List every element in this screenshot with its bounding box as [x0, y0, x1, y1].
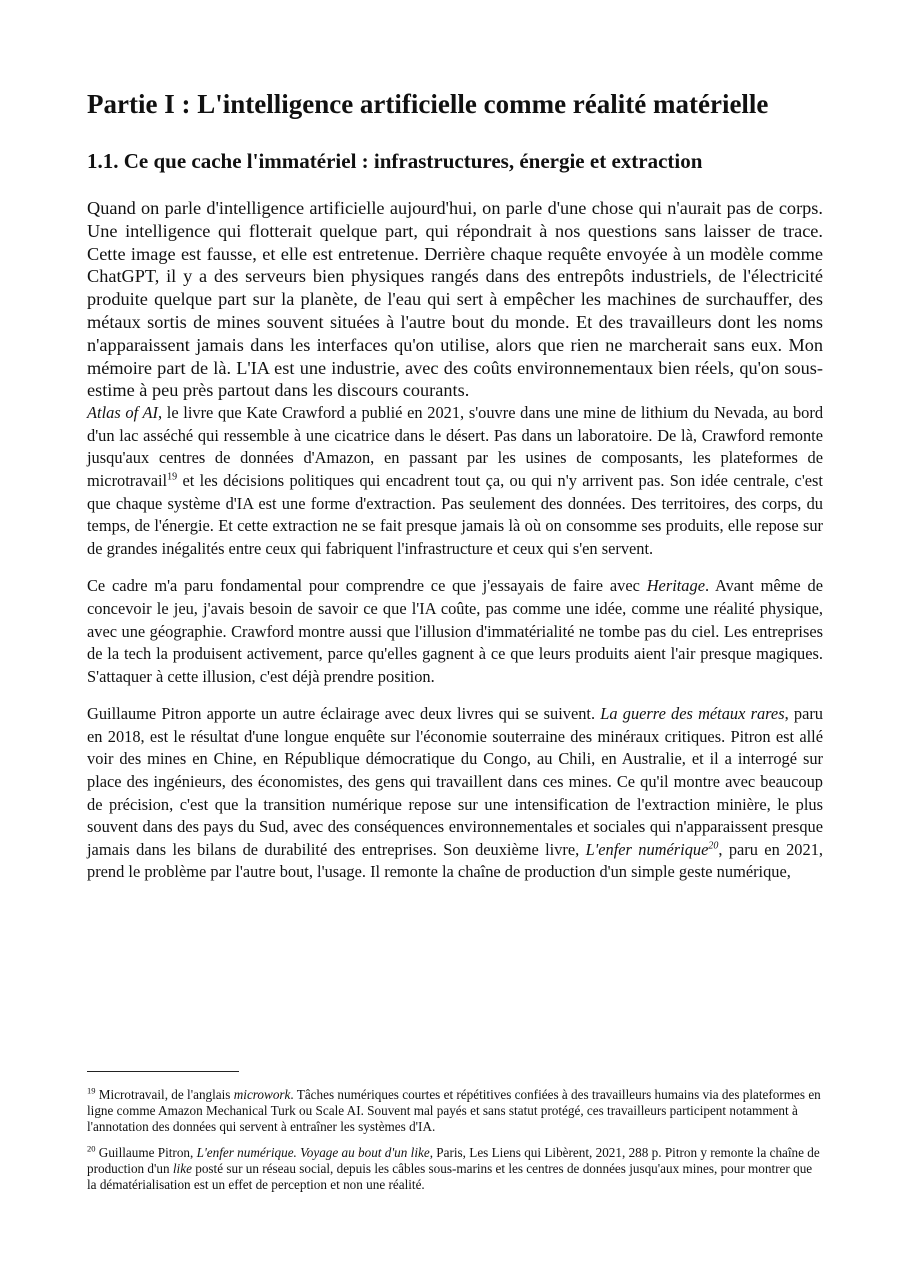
footnote-number: 20	[87, 1143, 96, 1154]
footnote-number: 19	[87, 1085, 96, 1096]
paragraph-intro: Quand on parle d'intelligence artificielle aujourd'hui, on parle d'une chose qui n'aurait pas de corps. Une intelligence qui flotterait quelque part, qui répondrait à nos questions sans laisser de trace. Cette image est fausse, et elle est entretenue. Derrière chaque requête envoyée à un modèle comme ChatGPT, il y a des serveurs bien physiques rangés dans des entrepôts industriels, de l'électricité produite quelque part sur la planète, de l'eau qui sert à empêcher les machines de surchauffer, des métaux sortis de mines souvent situées à l'autre bout du monde. Et des travailleurs dont les noms n'apparaissent jamais dans les interfaces qu'on utilise, alors que rien ne marcherait sans eux. Mon mémoire part de là. L'IA est une industrie, avec des coûts environnementaux bien réels, qu'on sous-estime à peu près partout dans les discours courants.	[87, 198, 823, 401]
footnote-text: Guillaume Pitron,	[95, 1145, 197, 1160]
paragraph-text: Guillaume Pitron apporte un autre éclairage avec deux livres qui se suivent.	[87, 704, 601, 724]
footnote-ref-20[interactable]: 20	[708, 840, 719, 852]
book-title-metaux: La guerre des métaux rares	[600, 704, 785, 724]
paragraph-pitron	[87, 703, 823, 884]
book-title-atlas: Atlas of AI	[87, 403, 158, 423]
footnote-text: Microtravail, de l'anglais	[95, 1087, 234, 1102]
paragraph-text: et les décisions politiques qui encadrent tout ça, ou qui n'y arrivent pas. Son idée centrale, c'est que chaque système d'IA est une forme d'extraction. Pas seulement des données. Des territoires, des corps, du temps, de l'énergie. Et cette extraction ne se fait presque jamais là où on consomme ses produits, elle repose sur de grandes inégalités entre ceux qui fabriquent l'infrastructure et ceux qui s'en servent.	[87, 470, 823, 558]
footnotes	[87, 1087, 823, 1193]
footnote-text: , Paris, Les Liens qui Libèrent, 2021, 288 p. Pitron y remonte la chaîne de production d'un	[87, 1145, 820, 1176]
book-title-text: L'enfer numérique	[585, 839, 709, 859]
footnote-19	[87, 1087, 823, 1135]
paragraph-text: . Avant même de concevoir le jeu, j'avais besoin de savoir ce que l'IA coûte, pas comme une idée, comme une réalité physique, avec une géographie. Crawford montre aussi que l'illusion d'immatérialité ne tombe pas du ciel. Les entreprises de la tech la produisent activement, parce qu'elles gagnent à ce que leurs produits aient l'air presque magiques. S'attaquer à cette illusion, c'est déjà prendre position.	[87, 576, 823, 686]
paragraph-text: Ce cadre m'a paru fondamental pour comprendre ce que j'essayais de faire avec	[87, 576, 647, 596]
page-body	[87, 0, 823, 884]
footnote-term: microwork	[233, 1087, 291, 1102]
footnote-ref-19[interactable]: 19	[167, 471, 178, 483]
page-title: Partie I : L'intelligence artificielle comme réalité matérielle	[87, 89, 769, 119]
footnote-20	[87, 1145, 823, 1193]
paragraph-crawford	[87, 402, 823, 560]
footnote-term: like	[172, 1161, 192, 1176]
footnote-text: posté sur un réseau social, depuis les câbles sous-marins et les centres de données jusqu'aux mines, pour montrer que la dématérialisation est un effet de perception et non une réalité.	[87, 1161, 813, 1192]
footnote-text: . Tâches numériques courtes et répétitives confiées à des travailleurs humains via des plateformes en ligne comme Amazon Mechanical Turk ou Scale AI. Souvent mal payés et sans statut protégé, ces travailleurs participent notamment à l'annotation des données qui servent à entraîner les systèmes d'IA.	[87, 1087, 821, 1134]
paragraph-text: , paru en 2018, est le résultat d'une longue enquête sur l'économie souterraine des minéraux critiques. Pitron est allé voir des mines en Chine, en République démocratique du Congo, au Chili, en Australie, et il a interrogé sur place des ingénieurs, des économistes, des gens qui travaillent dans ces mines. Ce qu'il montre avec beaucoup de précision, c'est que la transition numérique repose sur une intensification de l'extraction minière, le plus souvent dans des pays du Sud, avec des conséquences environnementales et sociales qui n'apparaissent presque jamais dans les bilans de durabilité des entreprises. Son deuxième livre,	[87, 704, 824, 859]
paragraph-text: , le livre que Kate Crawford a publié en 2021, s'ouvre dans une mine de lithium du Nevada, au bord d'un lac asséché qui ressemble à une cicatrice dans le désert. Pas dans un laboratoire. De là, Crawford remonte jusqu'aux centres de données d'Amazon, en passant par les usines de composants, les plateformes de microtravail	[87, 403, 824, 490]
footnote-book-title: L'enfer numérique. Voyage au bout d'un like	[196, 1145, 430, 1160]
paragraph-text: , paru en 2021, prend le problème par l'autre bout, l'usage. Il remonte la chaîne de production d'un simple geste numérique,	[87, 839, 823, 882]
game-title-heritage: Heritage	[646, 576, 705, 596]
paragraph-heritage	[87, 575, 823, 688]
section-heading: 1.1. Ce que cache l'immatériel : infrastructures, énergie et extraction	[87, 149, 703, 173]
book-title-enfer	[586, 840, 719, 859]
footnote-separator	[87, 1071, 239, 1072]
